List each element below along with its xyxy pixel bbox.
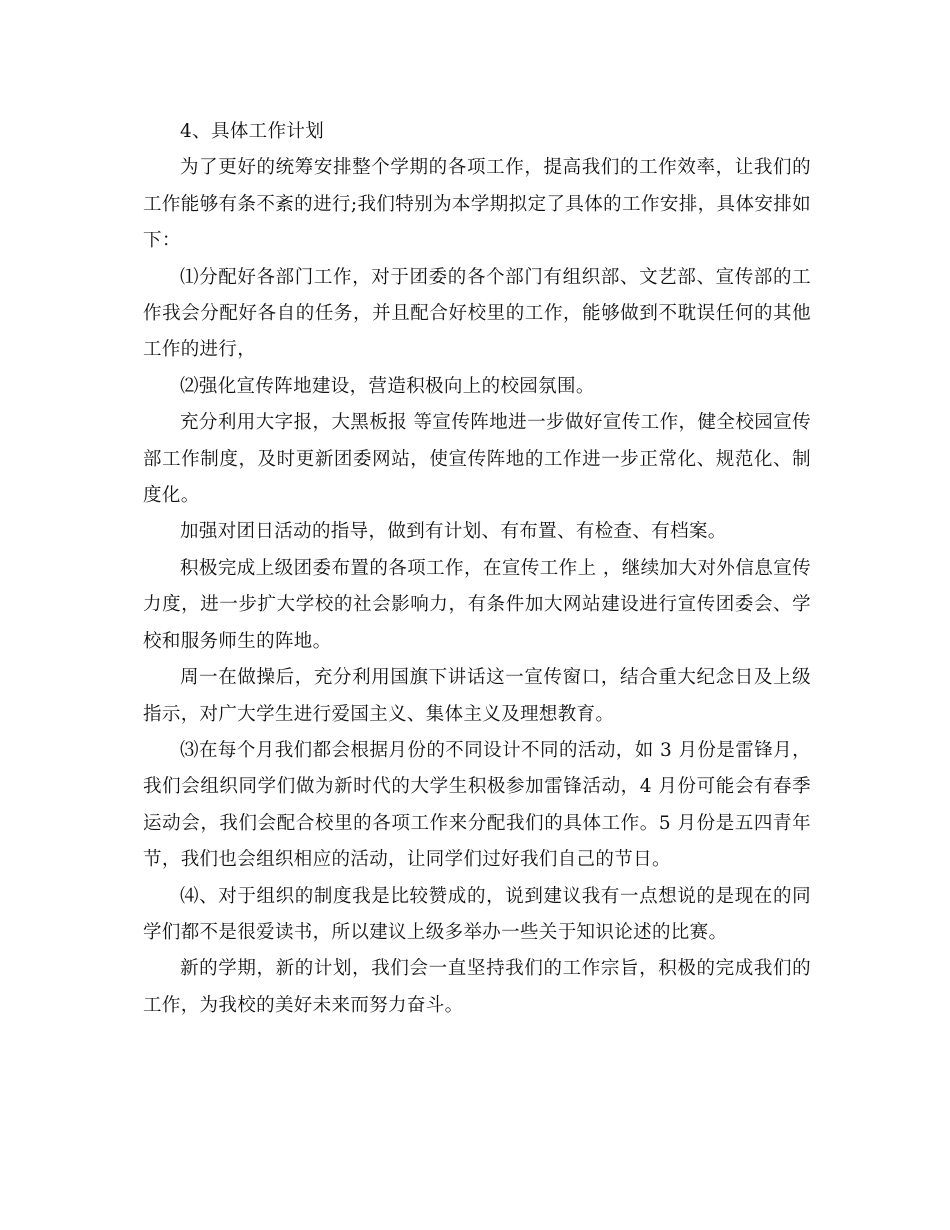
paragraph-monday: 周一在做操后，充分利用国旗下讲话这一宣传窗口，结合重大纪念日及上级指示，对广大学生进行爱国主义、集体主义及理想教育。 [143,667,811,725]
paragraph-item-2: ⑵强化宣传阵地建设，营造积极向上的校园氛围。 [180,375,595,397]
paragraph-intro: 为了更好的统筹安排整个学期的各项工作，提高我们的工作效率，让我们的工作能够有条不紊的进行;我们特别为本学期拟定了具体的工作安排，具体安排如下： [143,157,811,252]
section-heading: 4、具体工作计划 [180,121,325,142]
paragraph-superior-work: 积极完成上级团委布置的各项工作，在宣传工作上 ，继续加大对外信息宣传力度，进一步扩大学校的社会影响力，有条件加大网站建设进行宣传团委会、学校和服务师生的阵地。 [143,557,811,652]
document-body [143,114,811,1024]
paragraph-item-1: ⑴分配好各部门工作，对于团委的各个部门有组织部、文艺部、宣传部的工作我会分配好各自的任务，并且配合好校里的工作，能够做到不耽误任何的其他工作的进行， [143,266,811,361]
paragraph-league-day: 加强对团日活动的指导，做到有计划、有布置、有检查、有档案。 [180,521,727,543]
paragraph-publicity: 充分利用大字报，大黑板报 等宣传阵地进一步做好宣传工作，健全校园宣传部工作制度，及时更新团委网站，使宣传阵地的工作进一步正常化、规范化、制度化。 [143,412,811,507]
paragraph-item-4: ⑷、对于组织的制度我是比较赞成的，说到建议我有一点想说的是现在的同学们都不是很爱读书，所以建议上级多举办一些关于知识论述的比赛。 [143,885,811,943]
paragraph-conclusion: 新的学期，新的计划，我们会一直坚持我们的工作宗旨，积极的完成我们的工作，为我校的美好未来而努力奋斗。 [143,958,811,1016]
paragraph-item-3: ⑶在每个月我们都会根据月份的不同设计不同的活动，如 3 月份是雷锋月，我们会组织同学们做为新时代的大学生积极参加雷锋活动，4 月份可能会有春季运动会，我们会配合校里的各项工作来分配我们的具体工作。5 月份是五四青年节，我们也会组织相应的活动，让同学们过好我们自己的节日。 [143,739,811,871]
